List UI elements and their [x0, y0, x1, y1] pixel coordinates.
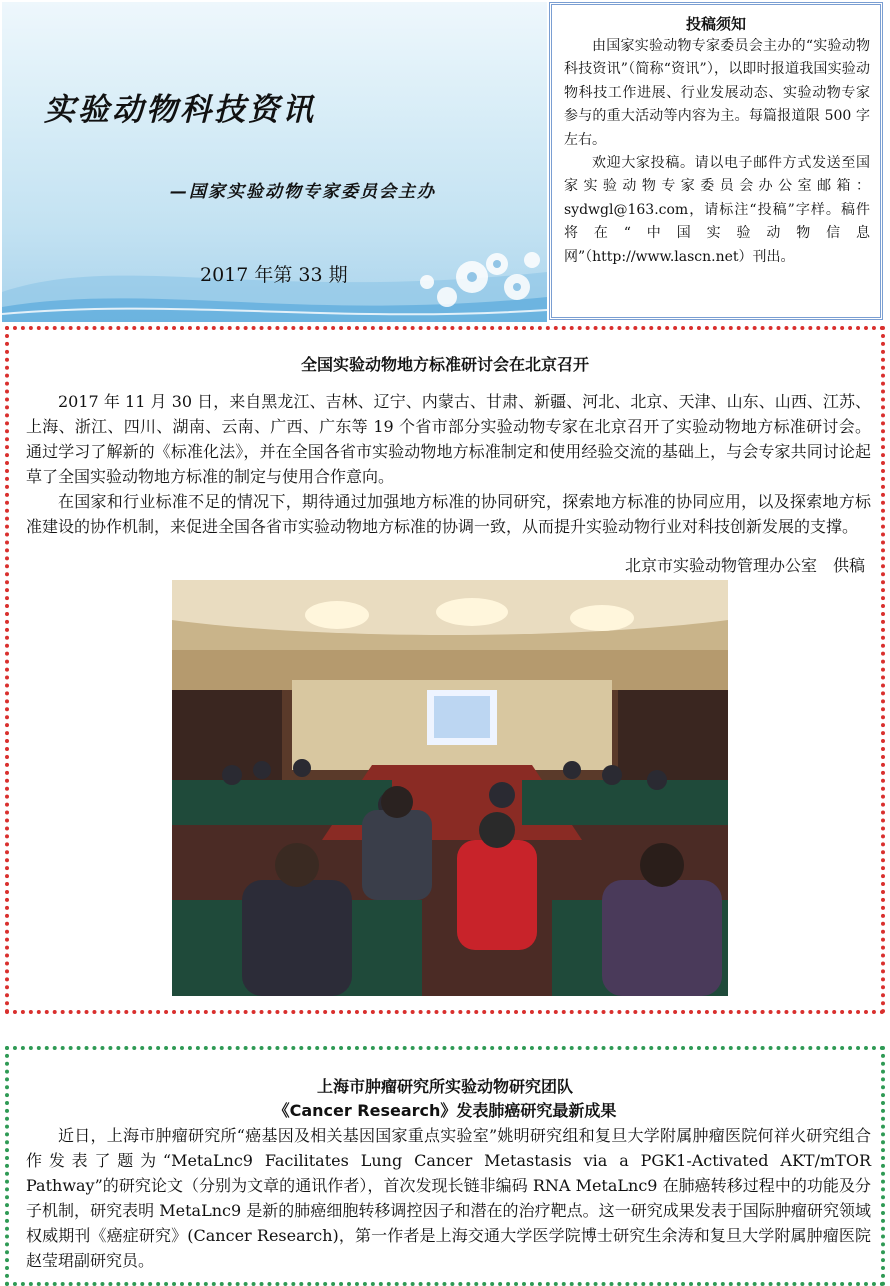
- notice-title: 投稿须知: [685, 15, 746, 33]
- meeting-photo: [172, 580, 728, 996]
- article-standards-seminar: [5, 326, 885, 1014]
- article-body: [26, 389, 871, 539]
- article-paragraph: 近日，上海市肿瘤研究所“癌基因及相关基因国家重点实验室”姚明研究组和复旦大学附属肿瘤医院何祥火研究组合作发表了题为“MetaLnc9 Facilitates Lung Cancer Metastasis via a PGK1-Activated AKT/mTOR Pathway”的研究论文（分别为文章的通讯作者），首次发现长链非编码 RNA MetaLnc9 在肺癌转移过程中的功能及分子机制，研究表明 MetaLnc9 是新的肺癌细胞转移调控因子和潜在的治疗靶点。这一研究成果发表于国际肿瘤研究领域权威期刊《癌症研究》(Cancer Research)，第一作者是上海交通大学医学院博士研究生余涛和复旦大学附属肿瘤医院赵莹珺副研究员。: [26, 1126, 871, 1270]
- submission-notice-box: [549, 2, 883, 320]
- notice-paragraph: 欢迎大家投稿。请以电子邮件方式发送至国家实验动物专家委员会办公室邮箱：sydwgl@163.com，请标注“投稿”字样。稿件将在“中国实验动物信息网”（http://www.lascn.net）刊出。: [564, 155, 870, 265]
- article-body: [26, 1123, 871, 1273]
- notice-paragraph: 由国家实验动物专家委员会主办的“实验动物科技资讯”（简称“资讯”），以即时报道我国实验动物科技工作进展、行业发展动态、实验动物专家参与的重大活动等内容为主。每篇报道限 500 字左右。: [564, 38, 870, 148]
- header-banner: [2, 2, 547, 322]
- article-subtitle: 《Cancer Research》发表肺癌研究最新成果: [273, 1101, 617, 1120]
- issue-number: 2017 年第 33 期: [200, 264, 348, 286]
- article-cancer-research: [5, 1046, 885, 1286]
- article-credit: 北京市实验动物管理办公室 供稿: [624, 556, 865, 575]
- article-title: 上海市肿瘤研究所实验动物研究团队: [316, 1077, 573, 1096]
- article-paragraph: 在国家和行业标准不足的情况下，期待通过加强地方标准的协同研究，探索地方标准的协同应用，以及探索地方标准建设的协作机制，来促进全国各省市实验动物地方标准的协调一致，从而提升实验动物行业对科技创新发展的支撑。: [26, 492, 871, 536]
- article-paragraph: 2017 年 11 月 30 日，来自黑龙江、吉林、辽宁、内蒙古、甘肃、新疆、河北、北京、天津、山东、山西、江苏、上海、浙江、四川、湖南、云南、广西、广东等 19 个省市部分实验动物专家在北京召开了实验动物地方标准研讨会。通过学习了解新的《标准化法》，并在全国各省市实验动物地方标准制定和使用经验交流的基础上，与会专家共同讨论起草了全国实验动物地方标准的制定与使用合作意向。: [26, 392, 871, 486]
- notice-body: [564, 35, 870, 269]
- article-title: 全国实验动物地方标准研讨会在北京召开: [300, 355, 589, 374]
- magazine-title: 实验动物科技资讯: [44, 92, 316, 128]
- magazine-subtitle: —国家实验动物专家委员会主办: [170, 182, 436, 202]
